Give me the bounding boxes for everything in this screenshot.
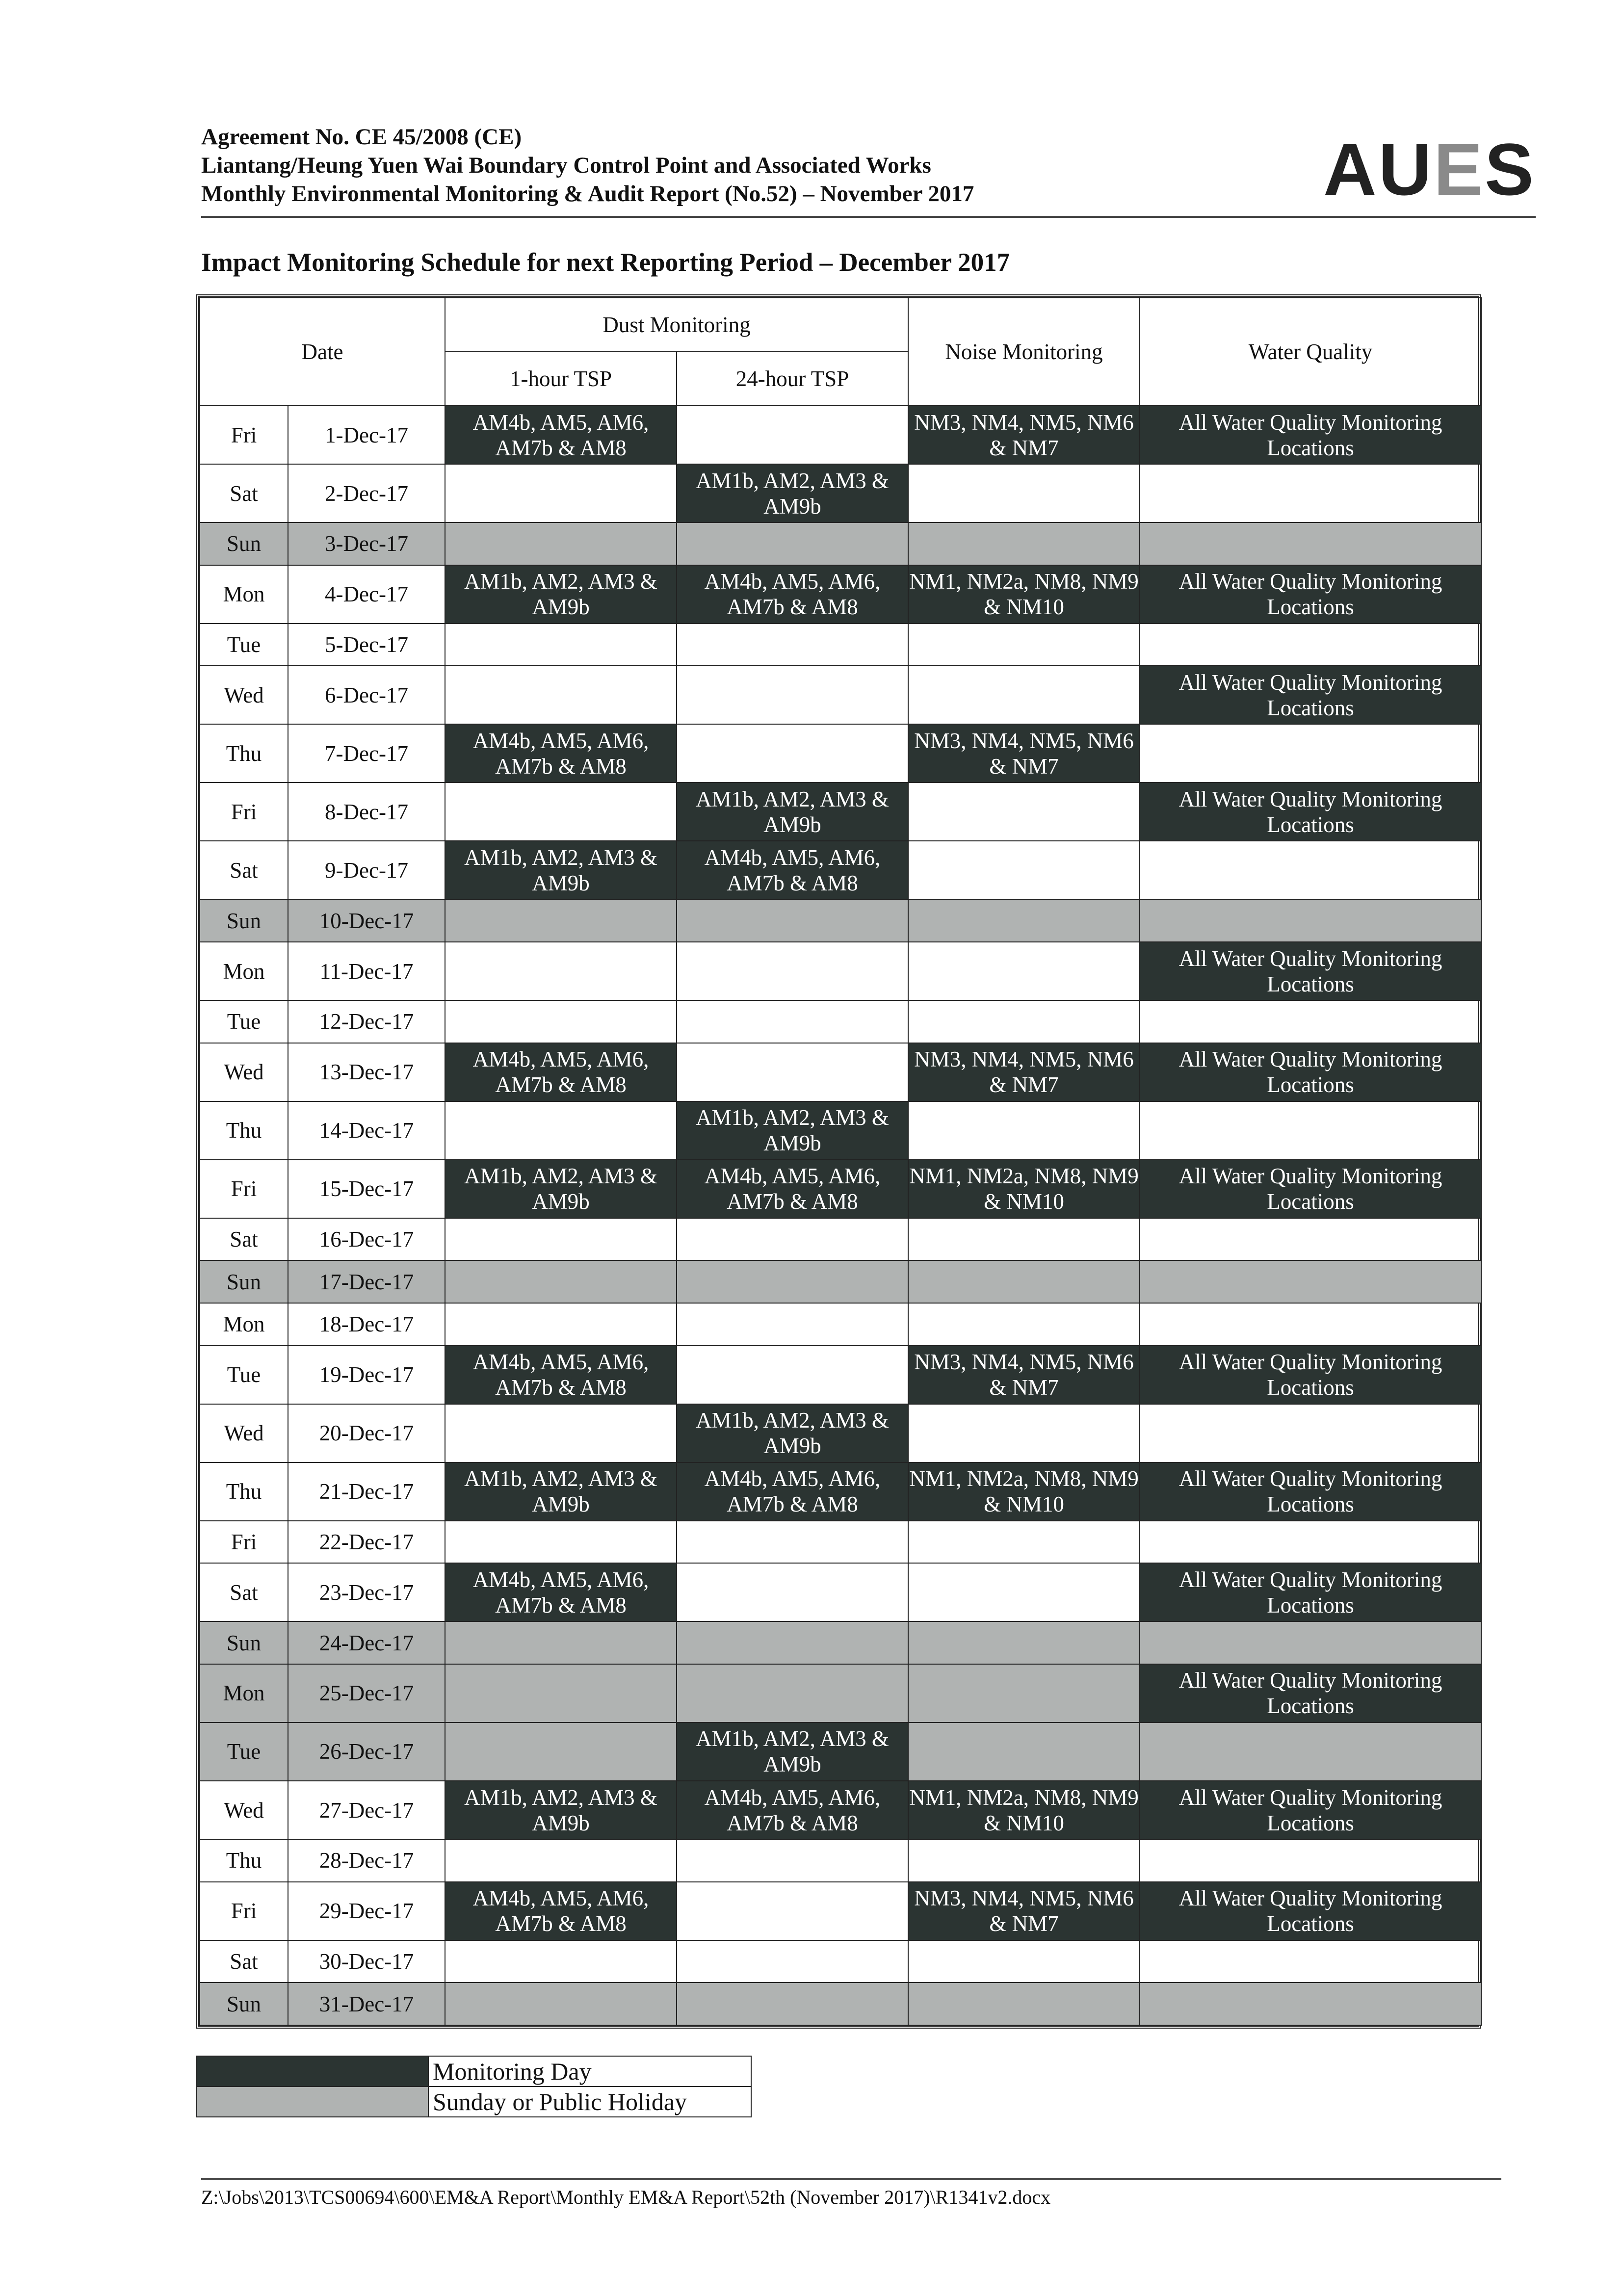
- noise-cell: [908, 1722, 1140, 1781]
- date-cell: 15-Dec-17: [288, 1160, 445, 1218]
- water-quality-cell: All Water Quality Monitoring Locations: [1140, 1563, 1481, 1621]
- tsp-24hour-cell: AM4b, AM5, AM6, AM7b & AM8: [677, 565, 908, 624]
- table-row: [200, 1000, 1481, 1043]
- schedule-body: [200, 406, 1481, 2025]
- legend: [196, 2056, 752, 2117]
- water-quality-cell: [1140, 464, 1481, 522]
- tsp-24hour-cell: AM1b, AM2, AM3 & AM9b: [677, 783, 908, 841]
- date-cell: 11-Dec-17: [288, 942, 445, 1000]
- day-cell: Sun: [200, 1621, 288, 1664]
- water-quality-cell: [1140, 1521, 1481, 1564]
- tsp-1hour-cell: AM1b, AM2, AM3 & AM9b: [445, 841, 677, 899]
- tsp-1hour-cell: [445, 624, 677, 666]
- table-row: [200, 724, 1481, 783]
- day-cell: Mon: [200, 942, 288, 1000]
- tsp-24hour-cell: [677, 1983, 908, 2025]
- water-quality-cell: All Water Quality Monitoring Locations: [1140, 942, 1481, 1000]
- date-cell: 7-Dec-17: [288, 724, 445, 783]
- day-cell: Fri: [200, 783, 288, 841]
- date-cell: 6-Dec-17: [288, 666, 445, 724]
- tsp-24hour-cell: [677, 1664, 908, 1722]
- tsp-24hour-cell: AM1b, AM2, AM3 & AM9b: [677, 1404, 908, 1462]
- water-quality-cell: [1140, 1839, 1481, 1882]
- tsp-1hour-cell: AM4b, AM5, AM6, AM7b & AM8: [445, 406, 677, 464]
- day-cell: Fri: [200, 1521, 288, 1564]
- tsp-24hour-cell: [677, 406, 908, 464]
- table-row: [200, 1781, 1481, 1839]
- date-cell: 24-Dec-17: [288, 1621, 445, 1664]
- tsp-24hour-cell: AM1b, AM2, AM3 & AM9b: [677, 1101, 908, 1160]
- tsp-1hour-cell: AM4b, AM5, AM6, AM7b & AM8: [445, 1882, 677, 1940]
- date-cell: 23-Dec-17: [288, 1563, 445, 1621]
- date-cell: 30-Dec-17: [288, 1940, 445, 1983]
- day-cell: Sun: [200, 1983, 288, 2025]
- date-cell: 25-Dec-17: [288, 1664, 445, 1722]
- tsp-1hour-cell: AM4b, AM5, AM6, AM7b & AM8: [445, 1563, 677, 1621]
- date-cell: 22-Dec-17: [288, 1521, 445, 1564]
- table-row: [200, 1839, 1481, 1882]
- noise-cell: [908, 783, 1140, 841]
- table-row: [200, 1462, 1481, 1521]
- noise-cell: [908, 899, 1140, 942]
- noise-cell: [908, 1404, 1140, 1462]
- date-cell: 9-Dec-17: [288, 841, 445, 899]
- tsp-1hour-cell: [445, 783, 677, 841]
- water-quality-cell: [1140, 1621, 1481, 1664]
- noise-cell: [908, 464, 1140, 522]
- table-row: [200, 1160, 1481, 1218]
- day-cell: Tue: [200, 624, 288, 666]
- water-quality-cell: All Water Quality Monitoring Locations: [1140, 1781, 1481, 1839]
- legend-monitoring-swatch: [197, 2056, 428, 2087]
- tsp-24hour-cell: [677, 1839, 908, 1882]
- water-quality-cell: [1140, 1303, 1481, 1346]
- tsp-1hour-cell: [445, 1664, 677, 1722]
- noise-cell: [908, 666, 1140, 724]
- report-name: Monthly Environmental Monitoring & Audit Report (No.52) – November 2017: [201, 181, 974, 207]
- dust-monitoring-header: Dust Monitoring: [445, 298, 908, 352]
- day-cell: Tue: [200, 1000, 288, 1043]
- tsp-24hour-cell: [677, 1621, 908, 1664]
- water-quality-cell: [1140, 1722, 1481, 1781]
- day-cell: Sat: [200, 1940, 288, 1983]
- noise-cell: [908, 1839, 1140, 1882]
- tsp-1hour-cell: [445, 1000, 677, 1043]
- day-cell: Wed: [200, 1043, 288, 1101]
- date-cell: 29-Dec-17: [288, 1882, 445, 1940]
- table-row: [200, 1563, 1481, 1621]
- noise-cell: [908, 1621, 1140, 1664]
- day-cell: Mon: [200, 1303, 288, 1346]
- noise-cell: [908, 1521, 1140, 1564]
- tsp-1hour-cell: [445, 1621, 677, 1664]
- tsp-24hour-cell: [677, 1000, 908, 1043]
- tsp-1hour-cell: [445, 1303, 677, 1346]
- day-cell: Sat: [200, 464, 288, 522]
- table-row: [200, 899, 1481, 942]
- tsp-24hour-cell: [677, 624, 908, 666]
- water-quality-cell: All Water Quality Monitoring Locations: [1140, 1346, 1481, 1404]
- noise-cell: NM3, NM4, NM5, NM6 & NM7: [908, 1043, 1140, 1101]
- date-cell: 12-Dec-17: [288, 1000, 445, 1043]
- date-cell: 17-Dec-17: [288, 1260, 445, 1303]
- day-cell: Thu: [200, 1839, 288, 1882]
- water-quality-cell: [1140, 724, 1481, 783]
- noise-cell: [908, 1101, 1140, 1160]
- tsp-24hour-cell: AM4b, AM5, AM6, AM7b & AM8: [677, 841, 908, 899]
- table-row: [200, 942, 1481, 1000]
- legend-holiday-label: Sunday or Public Holiday: [428, 2087, 751, 2117]
- tsp-1hour-cell: AM1b, AM2, AM3 & AM9b: [445, 1462, 677, 1521]
- noise-cell: [908, 1303, 1140, 1346]
- tsp-1hour-cell: AM1b, AM2, AM3 & AM9b: [445, 565, 677, 624]
- date-cell: 19-Dec-17: [288, 1346, 445, 1404]
- water-quality-cell: All Water Quality Monitoring Locations: [1140, 666, 1481, 724]
- tsp-1hour-cell: [445, 1521, 677, 1564]
- tsp-1hour-cell: [445, 1940, 677, 1983]
- water-quality-cell: [1140, 1404, 1481, 1462]
- water-quality-cell: [1140, 1260, 1481, 1303]
- noise-cell: NM1, NM2a, NM8, NM9 & NM10: [908, 1462, 1140, 1521]
- table-row: [200, 406, 1481, 464]
- water-quality-cell: All Water Quality Monitoring Locations: [1140, 1160, 1481, 1218]
- date-cell: 2-Dec-17: [288, 464, 445, 522]
- day-cell: Tue: [200, 1722, 288, 1781]
- table-row: [200, 666, 1481, 724]
- noise-cell: [908, 624, 1140, 666]
- day-cell: Sat: [200, 1218, 288, 1261]
- water-quality-cell: All Water Quality Monitoring Locations: [1140, 783, 1481, 841]
- day-cell: Sat: [200, 841, 288, 899]
- tsp-24hour-cell: [677, 666, 908, 724]
- day-cell: Sun: [200, 899, 288, 942]
- tsp-24hour-cell: AM4b, AM5, AM6, AM7b & AM8: [677, 1781, 908, 1839]
- tsp-1hour-cell: [445, 1218, 677, 1261]
- table-row: [200, 1521, 1481, 1564]
- table-row: [200, 1260, 1481, 1303]
- tsp-24hour-cell: [677, 899, 908, 942]
- table-row: [200, 1621, 1481, 1664]
- tsp-24hour-cell: [677, 522, 908, 565]
- tsp-1hour-cell: AM4b, AM5, AM6, AM7b & AM8: [445, 1346, 677, 1404]
- tsp-1hour-cell: [445, 942, 677, 1000]
- date-cell: 16-Dec-17: [288, 1218, 445, 1261]
- tsp-1hour-cell: [445, 1839, 677, 1882]
- noise-cell: [908, 1260, 1140, 1303]
- table-row: [200, 841, 1481, 899]
- water-quality-cell: [1140, 1101, 1481, 1160]
- day-cell: Wed: [200, 1404, 288, 1462]
- noise-cell: NM1, NM2a, NM8, NM9 & NM10: [908, 565, 1140, 624]
- aues-logo: AUES: [1323, 128, 1536, 210]
- water-quality-cell: All Water Quality Monitoring Locations: [1140, 1462, 1481, 1521]
- tsp-24hour-cell: AM1b, AM2, AM3 & AM9b: [677, 464, 908, 522]
- tsp-1hour-cell: [445, 1404, 677, 1462]
- day-cell: Fri: [200, 406, 288, 464]
- day-cell: Thu: [200, 1462, 288, 1521]
- tsp-24hour-cell: [677, 1218, 908, 1261]
- tsp-1hour-cell: AM1b, AM2, AM3 & AM9b: [445, 1781, 677, 1839]
- noise-cell: NM3, NM4, NM5, NM6 & NM7: [908, 1882, 1140, 1940]
- table-row: [200, 1664, 1481, 1722]
- tsp-1hour-cell: [445, 522, 677, 565]
- day-cell: Fri: [200, 1882, 288, 1940]
- noise-cell: NM3, NM4, NM5, NM6 & NM7: [908, 1346, 1140, 1404]
- tsp-24hour-cell: [677, 1260, 908, 1303]
- tsp-24hour-header: 24-hour TSP: [677, 352, 908, 406]
- noise-monitoring-header: Noise Monitoring: [908, 298, 1140, 406]
- day-cell: Mon: [200, 565, 288, 624]
- date-cell: 14-Dec-17: [288, 1101, 445, 1160]
- schedule-table-frame: [196, 294, 1481, 2029]
- noise-cell: [908, 1563, 1140, 1621]
- water-quality-cell: [1140, 1218, 1481, 1261]
- tsp-24hour-cell: [677, 1303, 908, 1346]
- tsp-24hour-cell: [677, 1940, 908, 1983]
- tsp-1hour-cell: AM1b, AM2, AM3 & AM9b: [445, 1160, 677, 1218]
- water-quality-cell: All Water Quality Monitoring Locations: [1140, 406, 1481, 464]
- water-quality-cell: [1140, 841, 1481, 899]
- day-cell: Sun: [200, 1260, 288, 1303]
- noise-cell: NM3, NM4, NM5, NM6 & NM7: [908, 724, 1140, 783]
- water-quality-cell: [1140, 1000, 1481, 1043]
- table-row: [200, 1303, 1481, 1346]
- monitoring-schedule-table: [199, 297, 1482, 2026]
- date-cell: 18-Dec-17: [288, 1303, 445, 1346]
- date-cell: 27-Dec-17: [288, 1781, 445, 1839]
- date-header: Date: [200, 298, 445, 406]
- table-row: [200, 783, 1481, 841]
- report-header: [201, 123, 1536, 208]
- table-row: [200, 1218, 1481, 1261]
- project-name: Liantang/Heung Yuen Wai Boundary Control Point and Associated Works: [201, 153, 931, 178]
- noise-cell: [908, 522, 1140, 565]
- table-row: [200, 1043, 1481, 1101]
- tsp-1hour-cell: [445, 899, 677, 942]
- date-cell: 21-Dec-17: [288, 1462, 445, 1521]
- date-cell: 26-Dec-17: [288, 1722, 445, 1781]
- legend-monitoring-label: Monitoring Day: [428, 2056, 751, 2087]
- noise-cell: [908, 1940, 1140, 1983]
- date-cell: 4-Dec-17: [288, 565, 445, 624]
- tsp-24hour-cell: AM4b, AM5, AM6, AM7b & AM8: [677, 1160, 908, 1218]
- day-cell: Tue: [200, 1346, 288, 1404]
- water-quality-cell: [1140, 1983, 1481, 2025]
- day-cell: Wed: [200, 666, 288, 724]
- water-quality-cell: [1140, 899, 1481, 942]
- tsp-1hour-cell: [445, 1983, 677, 2025]
- table-row: [200, 1983, 1481, 2025]
- day-cell: Sat: [200, 1563, 288, 1621]
- footer-divider: [201, 2178, 1501, 2180]
- tsp-1hour-cell: [445, 1101, 677, 1160]
- day-cell: Thu: [200, 724, 288, 783]
- table-row: [200, 1722, 1481, 1781]
- tsp-24hour-cell: [677, 1563, 908, 1621]
- legend-holiday-swatch: [197, 2087, 428, 2117]
- date-cell: 10-Dec-17: [288, 899, 445, 942]
- noise-cell: [908, 1218, 1140, 1261]
- water-quality-cell: All Water Quality Monitoring Locations: [1140, 565, 1481, 624]
- day-cell: Mon: [200, 1664, 288, 1722]
- tsp-24hour-cell: AM1b, AM2, AM3 & AM9b: [677, 1722, 908, 1781]
- table-row: [200, 464, 1481, 522]
- date-cell: 31-Dec-17: [288, 1983, 445, 2025]
- noise-cell: NM1, NM2a, NM8, NM9 & NM10: [908, 1781, 1140, 1839]
- table-row: [200, 624, 1481, 666]
- table-row: [200, 1404, 1481, 1462]
- tsp-1hour-header: 1-hour TSP: [445, 352, 677, 406]
- table-row: [200, 1882, 1481, 1940]
- tsp-24hour-cell: [677, 942, 908, 1000]
- tsp-1hour-cell: [445, 464, 677, 522]
- water-quality-cell: [1140, 624, 1481, 666]
- day-cell: Sun: [200, 522, 288, 565]
- tsp-1hour-cell: [445, 1722, 677, 1781]
- tsp-24hour-cell: [677, 1882, 908, 1940]
- noise-cell: NM3, NM4, NM5, NM6 & NM7: [908, 406, 1140, 464]
- date-cell: 13-Dec-17: [288, 1043, 445, 1101]
- tsp-24hour-cell: [677, 1521, 908, 1564]
- noise-cell: [908, 1664, 1140, 1722]
- noise-cell: [908, 1983, 1140, 2025]
- schedule-title: Impact Monitoring Schedule for next Reporting Period – December 2017: [201, 248, 1010, 277]
- noise-cell: [908, 1000, 1140, 1043]
- noise-cell: NM1, NM2a, NM8, NM9 & NM10: [908, 1160, 1140, 1218]
- day-cell: Thu: [200, 1101, 288, 1160]
- tsp-24hour-cell: AM4b, AM5, AM6, AM7b & AM8: [677, 1462, 908, 1521]
- agreement-number: Agreement No. CE 45/2008 (CE): [201, 124, 522, 150]
- water-quality-cell: All Water Quality Monitoring Locations: [1140, 1882, 1481, 1940]
- water-quality-cell: [1140, 1940, 1481, 1983]
- tsp-1hour-cell: AM4b, AM5, AM6, AM7b & AM8: [445, 1043, 677, 1101]
- water-quality-header: Water Quality: [1140, 298, 1481, 406]
- water-quality-cell: All Water Quality Monitoring Locations: [1140, 1043, 1481, 1101]
- water-quality-cell: All Water Quality Monitoring Locations: [1140, 1664, 1481, 1722]
- tsp-1hour-cell: AM4b, AM5, AM6, AM7b & AM8: [445, 724, 677, 783]
- date-cell: 5-Dec-17: [288, 624, 445, 666]
- tsp-1hour-cell: [445, 1260, 677, 1303]
- tsp-24hour-cell: [677, 724, 908, 783]
- tsp-24hour-cell: [677, 1043, 908, 1101]
- date-cell: 8-Dec-17: [288, 783, 445, 841]
- file-path-footer: Z:\Jobs\2013\TCS00694\600\EM&A Report\Monthly EM&A Report\52th (November 2017)\R1341v2.docx: [201, 2186, 1051, 2208]
- table-row: [200, 565, 1481, 624]
- water-quality-cell: [1140, 522, 1481, 565]
- day-cell: Fri: [200, 1160, 288, 1218]
- table-row: [200, 522, 1481, 565]
- tsp-24hour-cell: [677, 1346, 908, 1404]
- noise-cell: [908, 942, 1140, 1000]
- table-row: [200, 1346, 1481, 1404]
- date-cell: 1-Dec-17: [288, 406, 445, 464]
- table-row: [200, 1940, 1481, 1983]
- date-cell: 20-Dec-17: [288, 1404, 445, 1462]
- date-cell: 3-Dec-17: [288, 522, 445, 565]
- day-cell: Wed: [200, 1781, 288, 1839]
- tsp-1hour-cell: [445, 666, 677, 724]
- date-cell: 28-Dec-17: [288, 1839, 445, 1882]
- header-divider: [201, 216, 1536, 218]
- table-row: [200, 1101, 1481, 1160]
- noise-cell: [908, 841, 1140, 899]
